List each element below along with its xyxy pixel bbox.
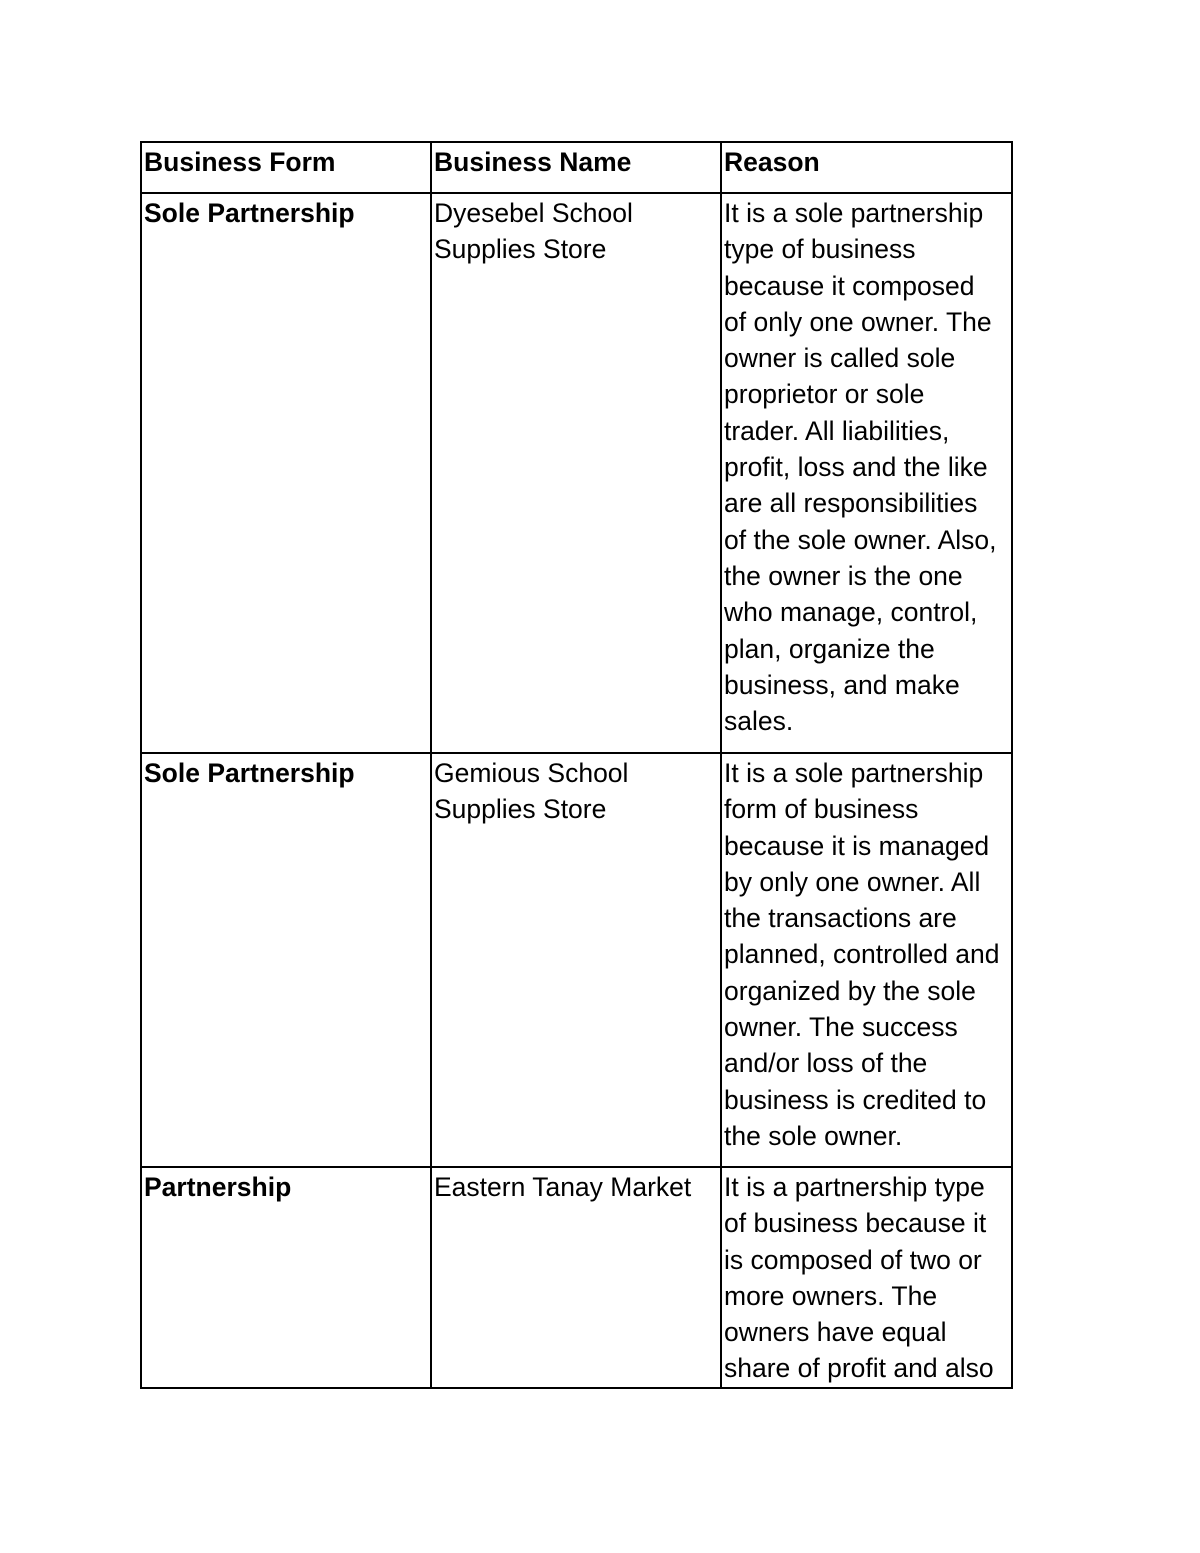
reason-line: owners have equal xyxy=(724,1317,947,1348)
table-row xyxy=(141,193,1012,753)
business-form-cell: Partnership xyxy=(141,1167,431,1388)
reason-line: sales. xyxy=(724,706,794,737)
reason-line: is composed of two or xyxy=(724,1244,982,1275)
business-form-cell: Sole Partnership xyxy=(141,193,431,753)
reason-cell xyxy=(721,753,1012,1167)
business-name-cell xyxy=(431,753,721,1167)
reason-line: because it is managed xyxy=(724,830,990,861)
reason-line: It is a sole partnership xyxy=(724,198,984,228)
business-forms-table xyxy=(140,141,1013,1389)
reason-line: owner is called sole xyxy=(724,343,956,374)
reason-line: of only one owner. The xyxy=(724,306,992,337)
business-name-line: Gemious School xyxy=(434,758,629,788)
reason-line: are all responsibilities xyxy=(724,488,978,519)
table-row xyxy=(141,753,1012,1167)
reason-line: business is credited to xyxy=(724,1084,987,1115)
reason-line: type of business xyxy=(724,234,916,265)
reason-line: who manage, control, xyxy=(724,597,978,628)
reason-line: by only one owner. All xyxy=(724,866,981,897)
reason-line: It is a sole partnership xyxy=(724,758,984,788)
reason-line: and/or loss of the xyxy=(724,1048,928,1079)
reason-cell xyxy=(721,193,1012,753)
reason-line: because it composed xyxy=(724,270,975,301)
reason-line: the sole owner. xyxy=(724,1120,903,1151)
reason-line: the owner is the one xyxy=(724,560,963,591)
header-business-name: Business Name xyxy=(431,142,721,193)
business-name-line: Supplies Store xyxy=(434,234,607,265)
business-name-line: Supplies Store xyxy=(434,794,607,825)
business-name-line: Eastern Tanay Market xyxy=(434,1172,692,1202)
reason-line: plan, organize the xyxy=(724,633,935,664)
business-name-cell xyxy=(431,193,721,753)
reason-line: It is a partnership type xyxy=(724,1172,985,1202)
reason-line: organized by the sole xyxy=(724,975,976,1006)
table-header-row xyxy=(141,142,1012,193)
business-name-cell xyxy=(431,1167,721,1388)
header-reason: Reason xyxy=(721,142,1012,193)
business-name-line: Dyesebel School xyxy=(434,198,633,228)
reason-line: trader. All liabilities, xyxy=(724,415,950,446)
reason-cell xyxy=(721,1167,1012,1388)
reason-line: proprietor or sole xyxy=(724,379,925,410)
reason-line: planned, controlled and xyxy=(724,939,1000,970)
reason-line: the transactions are xyxy=(724,903,957,934)
reason-line: business, and make xyxy=(724,669,960,700)
reason-line: of the sole owner. Also, xyxy=(724,524,997,555)
table-row xyxy=(141,1167,1012,1388)
reason-line: of business because it xyxy=(724,1208,987,1239)
header-business-form: Business Form xyxy=(141,142,431,193)
reason-line: share of profit and also xyxy=(724,1353,994,1384)
reason-line: owner. The success xyxy=(724,1012,958,1043)
reason-line: more owners. The xyxy=(724,1280,938,1311)
reason-line: form of business xyxy=(724,794,919,825)
business-form-cell: Sole Partnership xyxy=(141,753,431,1167)
reason-line: profit, loss and the like xyxy=(724,452,988,483)
